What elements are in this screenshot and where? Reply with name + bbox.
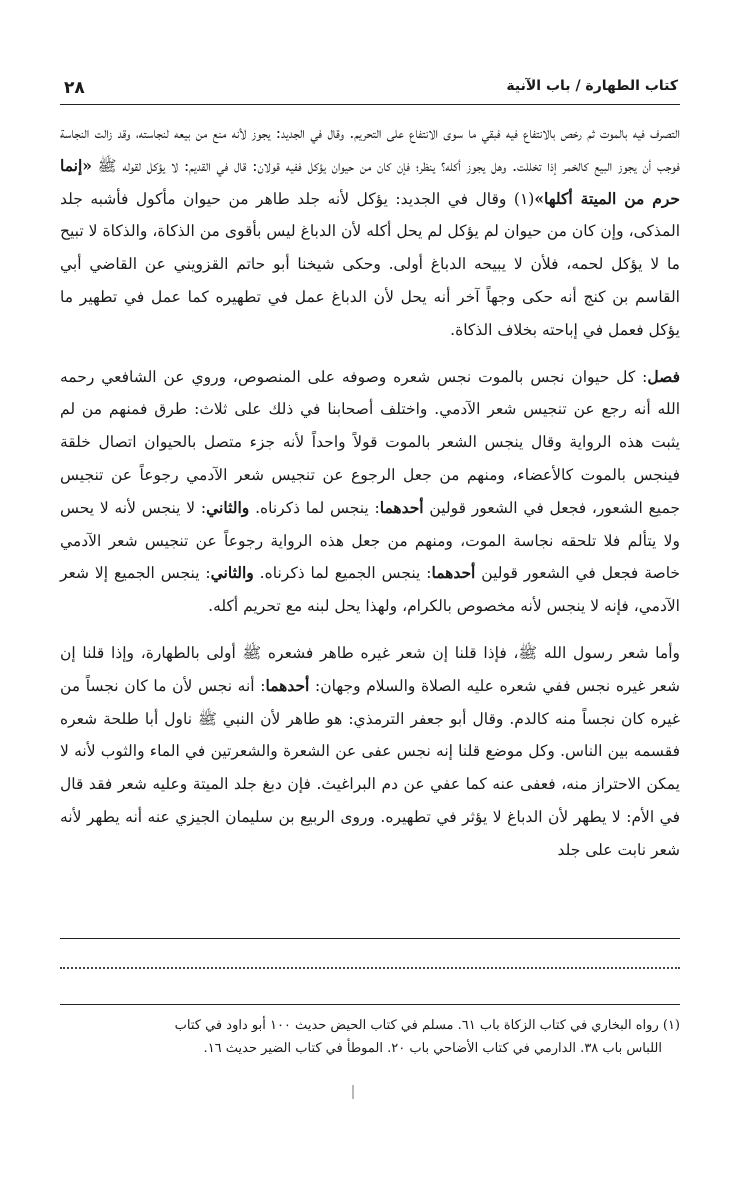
text-run: : كل حيوان نجس بالموت نجس شعره وصوفه على المنصوص، وروي عن الشافعي رحمه الله أنه رجع عن تنجيس شعر الآدمي. واختلف أصحابنا في ذلك على ثلاث: طرق فمنهم من لم يثبت هذه الرواية وقال ينجس الشعر بالموت قولاً واحداً لأنه جزء متصل بالحيوان اتصال خلقة فينجس بالموت كالأعضاء، ومنهم من جعل الرجوع عن تنجيس شعر الآدمي رجوعاً عن تنجيس جميع الشعور، فجعل في الشعور قولين <box>60 367 681 517</box>
text-run: : ينجس الجميع لما ذكرناه. <box>253 564 432 583</box>
text-run: (١) وقال في الجديد: يؤكل لأنه جلد طاهر من حيوان مأكول فأشبه جلد المذكى، وإن كان من حيوان لم يؤكل لم يحل أكله لأن الدباغ ليس بأقوى من الذكاة، والذكاة لا تبيح ما لا يؤكل لحمه، فلأن لا يبيحه الدباغ أولى. وحكى شيخنا أبو حاتم القزويني عن القاضي أبي القاسم بن كنج أنه حكى وجهاً آخر أنه يحل لأن الدباغ عمل في تطهيره كما عمل في تطهير ما يؤكل فعمل في إباحته بخلاف الذكاة. <box>60 189 680 339</box>
text-run: : ينجس الجميع إلا شعر الآدمي، فإنه لا ينجس لأنه مخصوص بالكرام، ولهذا يحل لبنه مع تحريم أكله. <box>60 564 680 616</box>
text-run: : أنه نجس لأن ما كان نجساً من غيره كان نجساً منه كالدم. وقال أبو جعفر الترمذي: هو طاهر لأن النبي ﷺ ناول أبا طلحة شعره فقسمه بين الناس. وكل موضع قلنا إنه نجس عفى عن الشعرة والشعرتين في الماء والثوب لأنه لا يمكن الاحتراز منه، فعفى عنه كما عفي عن دم البراغيث. فإن دبغ جلد الميتة وعليه شعر فقد قال في الأم: لا يطهر لأن الدباغ لا يؤثر في تطهيره. وروى الربيع بن سليمان الجيزي عنه أنه يطهر لأنه شعر نابت على جلد <box>60 676 680 859</box>
section-heading: فصل <box>647 366 680 386</box>
running-head: كتاب الطهارة / باب الآنية <box>506 78 678 94</box>
footnote-rule <box>60 1004 680 1005</box>
keyword-second: والثاني <box>206 497 250 517</box>
hadith-quote: «إنما حرم من الميتة أكلها» <box>60 155 680 208</box>
keyword-second: والثاني <box>210 563 254 583</box>
page-mark <box>352 1085 354 1099</box>
separator-rule <box>60 938 680 939</box>
keyword-first: أحدهما <box>265 675 310 695</box>
text-run: : ينجس لما ذكرناه. <box>249 498 380 517</box>
main-text <box>60 117 680 867</box>
paragraph-prophet-hair <box>60 637 680 867</box>
footnote-line: اللباس باب ٣٨. الدارمي في كتاب الأضاحي باب ٢٠. الموطأ في كتاب الضير حديث ١٦. <box>203 1041 662 1056</box>
text-run: التصرف فيه بالموت ثم رخص بالانتفاع فيه فبقي ما سوى الانتفاع على التحريم. وقال في الجديد: يجوز لأنه منع من بيعه لنجاسته، وقد زالت النجاسة فوجب أن يجوز البيع كالخمر إذا تخللت. وهل يجوز أكله؟ ينظر؛ فإن كان من حيوان يؤكل ففيه قولان: قال في القديم: لا يؤكل لقوله ﷺ <box>60 124 680 175</box>
dotted-separator <box>60 967 680 969</box>
text-run: : لا ينجس لأنه لا يحس ولا يتألم فلا تلحقه نجاسة الموت، ومنهم من جعل هذه الرواية رجوعاً عن تنجيس شعر الآدمي خاصة فجعل في الشعور قولين <box>60 498 681 583</box>
keyword-first: أحدهما <box>379 497 424 517</box>
footnote <box>60 1014 680 1060</box>
book-page <box>60 70 680 1150</box>
paragraph-tanning-hide <box>60 117 680 347</box>
page-number: ٢٨ <box>64 78 85 98</box>
page-header <box>60 70 680 105</box>
text-run: وأما شعر رسول الله ﷺ، فإذا قلنا إن شعر غيره طاهر فشعره ﷺ أولى بالطهارة، وإذا قلنا إن شعر غيره نجس ففي شعره عليه الصلاة والسلام وجهان: <box>60 643 680 695</box>
paragraph-hair-section <box>60 361 680 623</box>
keyword-first: أحدهما <box>431 563 476 583</box>
footnote-line: (١) رواه البخاري في كتاب الزكاة باب ٦١. مسلم في كتاب الحيض حديث ١٠٠ أبو داود في كتاب <box>174 1018 680 1033</box>
